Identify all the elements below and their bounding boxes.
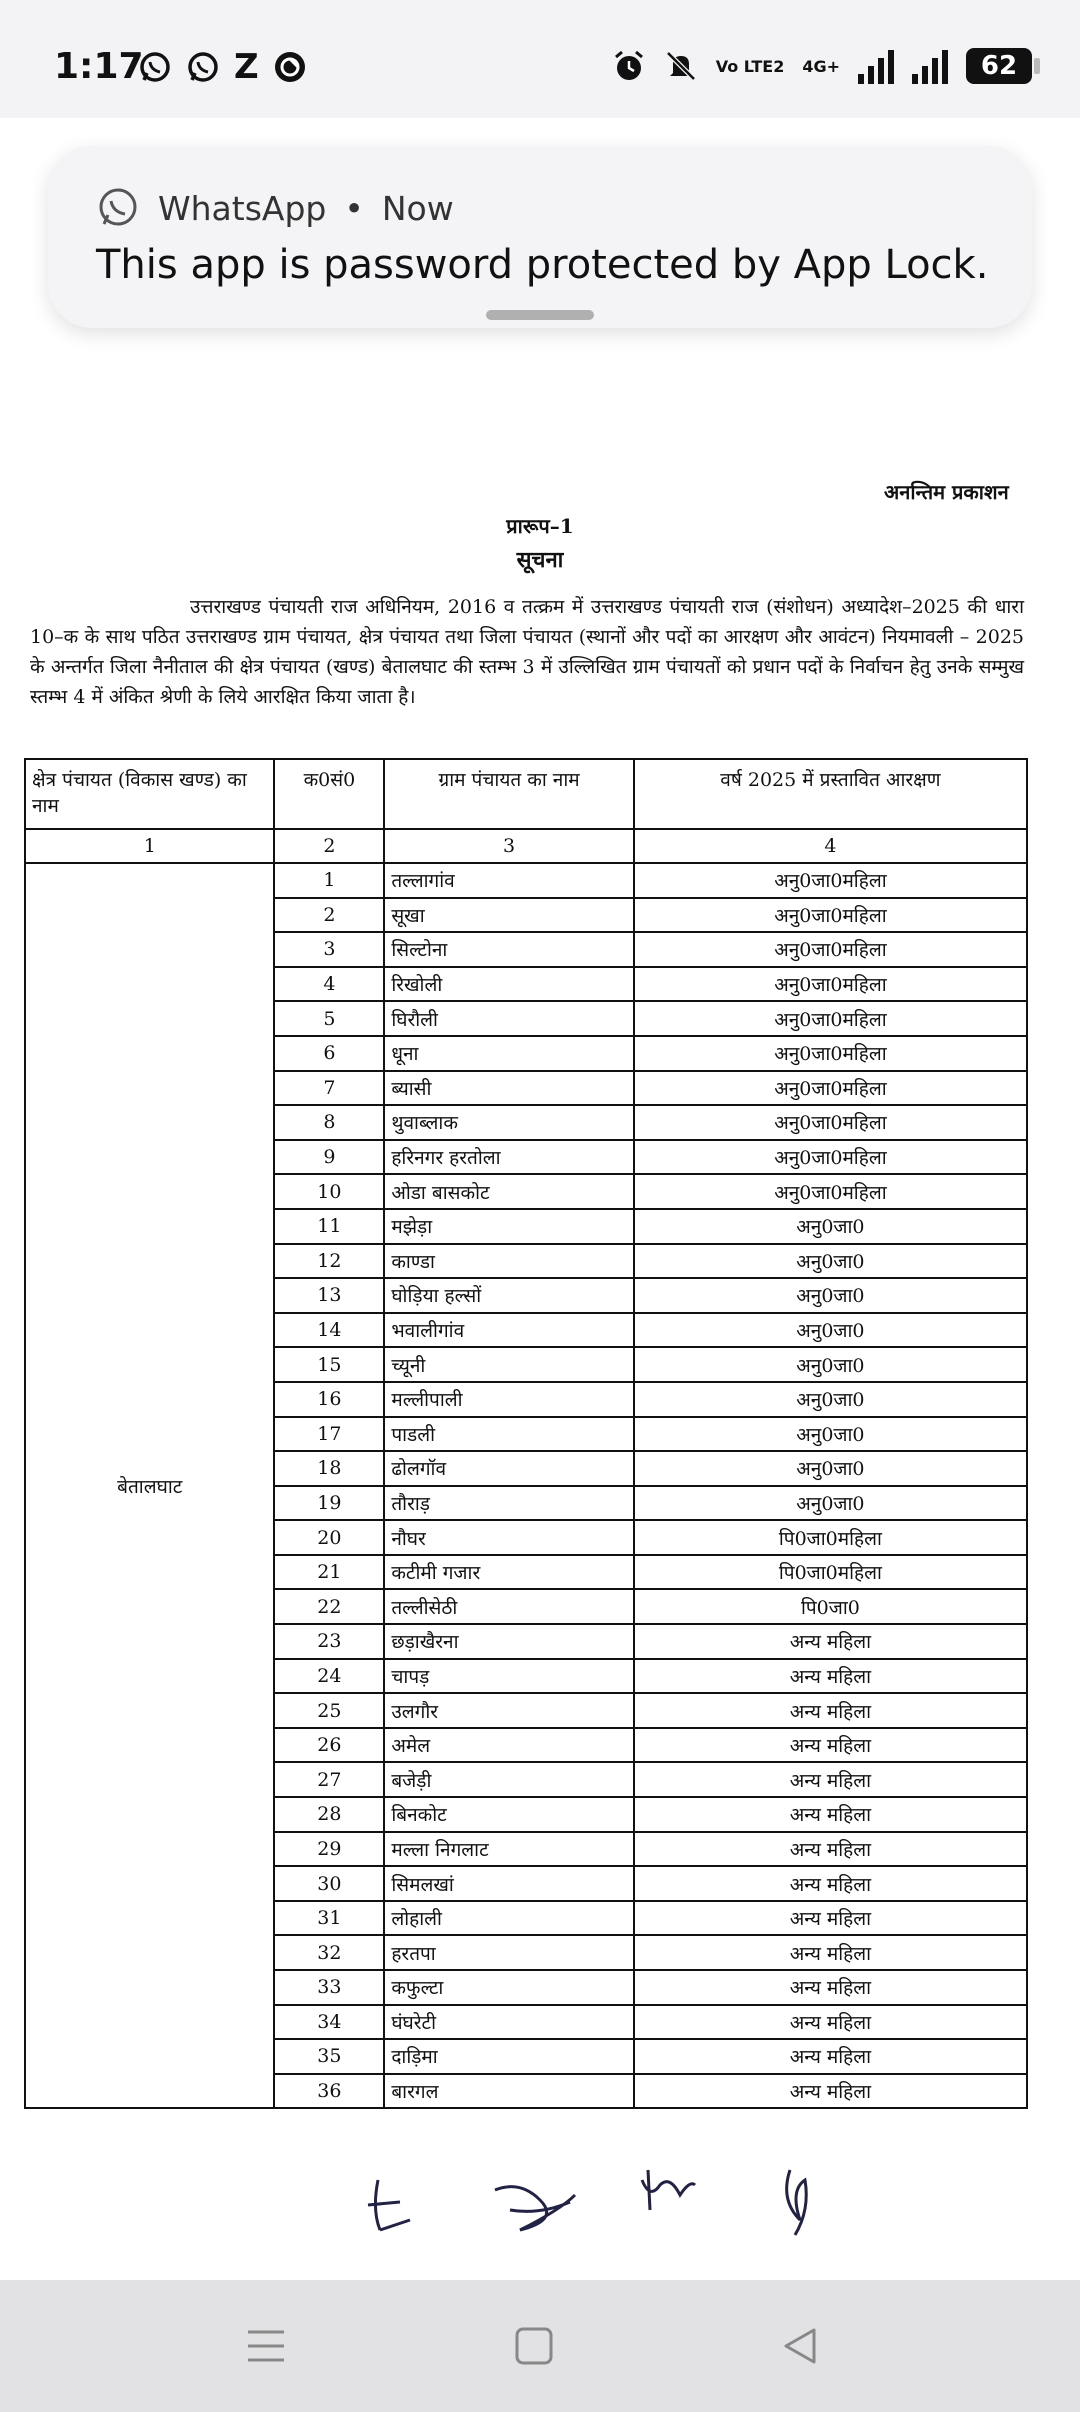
reservation-cell: पि0जा0 — [634, 1589, 1027, 1624]
alarm-icon — [612, 49, 646, 83]
village-name-cell: ढोलगॉव — [384, 1451, 633, 1486]
serial-number-cell: 33 — [274, 1970, 384, 2005]
serial-number-cell: 30 — [274, 1866, 384, 1901]
battery-tip — [1034, 58, 1040, 74]
volte-indicator: Vo LTE2 — [715, 56, 785, 76]
header-reservation: वर्ष 2025 में प्रस्तावित आरक्षण — [634, 759, 1027, 829]
village-name-cell: नौघर — [384, 1520, 633, 1555]
signal-bars-sim2 — [912, 48, 948, 84]
village-name-cell: चापड़ — [384, 1659, 633, 1694]
reservation-cell: अनु0जा0 — [634, 1347, 1027, 1382]
notification-icons — [138, 47, 307, 87]
serial-number-cell: 35 — [274, 2039, 384, 2074]
serial-number-cell: 34 — [274, 2005, 384, 2040]
serial-number-cell: 24 — [274, 1659, 384, 1694]
village-name-cell: सिमलखां — [384, 1866, 633, 1901]
column-number: 2 — [274, 829, 384, 863]
reservation-cell: अनु0जा0 — [634, 1382, 1027, 1417]
reservation-cell: अनु0जा0 — [634, 1244, 1027, 1279]
document-title: सूचना — [516, 547, 564, 573]
village-name-cell: तल्लागांव — [384, 863, 633, 898]
serial-number-cell: 28 — [274, 1797, 384, 1832]
reservation-cell: अन्य महिला — [634, 1935, 1027, 1970]
reservation-cell: अनु0जा0 — [634, 1278, 1027, 1313]
village-name-cell: मझेड़ा — [384, 1209, 633, 1244]
serial-number-cell: 18 — [274, 1451, 384, 1486]
reservation-cell: अनु0जा0महिला — [634, 1036, 1027, 1071]
serial-number-cell: 25 — [274, 1693, 384, 1728]
serial-number-cell: 6 — [274, 1036, 384, 1071]
whatsapp-notification[interactable] — [48, 146, 1032, 328]
back-icon[interactable] — [778, 2324, 822, 2368]
reservation-cell: अन्य महिला — [634, 1659, 1027, 1694]
serial-number-cell: 26 — [274, 1728, 384, 1763]
reservation-cell: अनु0जा0महिला — [634, 1140, 1027, 1175]
reservation-cell: अनु0जा0महिला — [634, 1071, 1027, 1106]
header-serial: क0सं0 — [274, 759, 384, 829]
village-name-cell: हरतपा — [384, 1935, 633, 1970]
village-name-cell: मल्ला निगलाट — [384, 1832, 633, 1867]
village-name-cell: मल्लीपाली — [384, 1382, 633, 1417]
serial-number-cell: 31 — [274, 1901, 384, 1936]
battery-level: 62 — [980, 51, 1018, 81]
document-page[interactable] — [0, 330, 1080, 2280]
village-name-cell: बजेड़ी — [384, 1762, 633, 1797]
notification-separator: • — [344, 188, 364, 228]
serial-number-cell: 14 — [274, 1313, 384, 1348]
village-name-cell: दाड़िमा — [384, 2039, 633, 2074]
reservation-cell: अन्य महिला — [634, 2005, 1027, 2040]
reservation-cell: अनु0जा0महिला — [634, 863, 1027, 898]
reservation-cell: अनु0जा0महिला — [634, 967, 1027, 1002]
serial-number-cell: 1 — [274, 863, 384, 898]
reservation-cell: अन्य महिला — [634, 1866, 1027, 1901]
serial-number-cell: 19 — [274, 1486, 384, 1521]
header-block: क्षेत्र पंचायत (विकास खण्ड) का नाम — [25, 759, 274, 829]
system-icons — [612, 48, 1032, 84]
village-name-cell: कटीमी गजार — [384, 1555, 633, 1590]
serial-number-cell: 4 — [274, 967, 384, 1002]
signatures — [0, 2140, 1080, 2240]
column-number-row — [25, 829, 1027, 863]
reservation-cell: अनु0जा0महिला — [634, 932, 1027, 967]
reservation-cell: अन्य महिला — [634, 1970, 1027, 2005]
whatsapp-icon — [96, 186, 140, 230]
header-village: ग्राम पंचायत का नाम — [384, 759, 633, 829]
table-row — [25, 863, 1027, 898]
mute-bell-icon — [664, 49, 698, 83]
serial-number-cell: 36 — [274, 2074, 384, 2109]
village-name-cell: भवालीगांव — [384, 1313, 633, 1348]
notification-header — [96, 186, 454, 230]
serial-number-cell: 12 — [274, 1244, 384, 1279]
village-name-cell: लोहाली — [384, 1901, 633, 1936]
whatsapp-icon — [186, 50, 220, 84]
village-name-cell: हरिनगर हरतोला — [384, 1140, 633, 1175]
column-number: 1 — [25, 829, 274, 863]
serial-number-cell: 11 — [274, 1209, 384, 1244]
village-name-cell: घिरौली — [384, 1001, 633, 1036]
village-name-cell: तल्लीसेठी — [384, 1589, 633, 1624]
serial-number-cell: 17 — [274, 1417, 384, 1452]
whatsapp-icon — [138, 50, 172, 84]
serial-number-cell: 5 — [274, 1001, 384, 1036]
village-name-cell: बिनकोट — [384, 1797, 633, 1832]
village-name-cell: तौराड़ — [384, 1486, 633, 1521]
notification-message: This app is password protected by App Lock. — [96, 242, 989, 288]
battery-indicator — [966, 48, 1032, 84]
serial-number-cell: 15 — [274, 1347, 384, 1382]
navigation-bar — [0, 2280, 1080, 2412]
village-name-cell: सिल्टोना — [384, 932, 633, 967]
reservation-cell: पि0जा0महिला — [634, 1520, 1027, 1555]
notification-app-name: WhatsApp — [158, 188, 327, 228]
village-name-cell: ओडा बासकोट — [384, 1174, 633, 1209]
column-number: 3 — [384, 829, 633, 863]
village-name-cell: च्यूनी — [384, 1347, 633, 1382]
reservation-table — [24, 758, 1028, 2109]
reservation-cell: अन्य महिला — [634, 2039, 1027, 2074]
village-name-cell: सूखा — [384, 898, 633, 933]
serial-number-cell: 3 — [274, 932, 384, 967]
serial-number-cell: 16 — [274, 1382, 384, 1417]
serial-number-cell: 13 — [274, 1278, 384, 1313]
document-paragraph: उत्तराखण्ड पंचायती राज अधिनियम, 2016 व तत्क्रम में उत्तराखण्ड पंचायती राज (संशोधन) अध्यादेश–2025 की धारा 10–क के साथ पठित उत्तराखण्ड ग्राम पंचायत, क्षेत्र पंचायत तथा जिला पंचायत (स्थानों और पदों का आरक्षण और आवंटन) नियमावली – 2025 के अन्तर्गत जिला नैनीताल की क्षेत्र पंचायत (खण्ड) बेतालघाट की स्तम्भ 3 में उल्लिखित ग्राम पंचायतों को प्रधान पदों के निर्वाचन हेतु उनके सम्मुख स्तम्भ 4 में अंकित श्रेणी के लिये आरक्षित किया जाता है। — [30, 596, 1024, 708]
document-status: अनन्तिम प्रकाशन — [884, 480, 1009, 504]
village-name-cell: घंघरेटी — [384, 2005, 633, 2040]
recents-icon[interactable] — [244, 2324, 288, 2368]
reservation-cell: अनु0जा0महिला — [634, 1174, 1027, 1209]
reservation-cell: अनु0जा0महिला — [634, 1105, 1027, 1140]
village-name-cell: बारगल — [384, 2074, 633, 2109]
home-icon[interactable] — [512, 2324, 556, 2368]
network-type: 4G+ — [802, 56, 840, 76]
notification-time: Now — [381, 188, 454, 228]
notification-drag-handle[interactable] — [486, 310, 594, 320]
village-name-cell: पाडली — [384, 1417, 633, 1452]
reservation-cell: अनु0जा0 — [634, 1209, 1027, 1244]
vpn-icon — [273, 50, 307, 84]
serial-number-cell: 32 — [274, 1935, 384, 1970]
column-number: 4 — [634, 829, 1027, 863]
serial-number-cell: 7 — [274, 1071, 384, 1106]
status-bar — [0, 0, 1080, 118]
reservation-cell: अन्य महिला — [634, 1728, 1027, 1763]
village-name-cell: रिखोली — [384, 967, 633, 1002]
reservation-cell: अन्य महिला — [634, 1693, 1027, 1728]
table-header-row — [25, 759, 1027, 829]
serial-number-cell: 23 — [274, 1624, 384, 1659]
village-name-cell: धूना — [384, 1036, 633, 1071]
status-time: 1:17 — [54, 46, 144, 87]
village-name-cell: छड़ाखैरना — [384, 1624, 633, 1659]
serial-number-cell: 8 — [274, 1105, 384, 1140]
village-name-cell: काण्डा — [384, 1244, 633, 1279]
serial-number-cell: 10 — [274, 1174, 384, 1209]
reservation-cell: अन्य महिला — [634, 1624, 1027, 1659]
village-name-cell: ब्यासी — [384, 1071, 633, 1106]
reservation-cell: अन्य महिला — [634, 1762, 1027, 1797]
serial-number-cell: 22 — [274, 1589, 384, 1624]
serial-number-cell: 9 — [274, 1140, 384, 1175]
village-name-cell: थुवाब्लाक — [384, 1105, 633, 1140]
reservation-cell: अनु0जा0 — [634, 1486, 1027, 1521]
signal-bars-sim1 — [858, 48, 894, 84]
serial-number-cell: 20 — [274, 1520, 384, 1555]
reservation-cell: अनु0जा0महिला — [634, 898, 1027, 933]
reservation-cell: पि0जा0महिला — [634, 1555, 1027, 1590]
reservation-cell: अन्य महिला — [634, 2074, 1027, 2109]
z-icon: Z — [234, 47, 259, 87]
reservation-cell: अन्य महिला — [634, 1901, 1027, 1936]
village-name-cell: घोड़िया हल्सों — [384, 1278, 633, 1313]
serial-number-cell: 21 — [274, 1555, 384, 1590]
reservation-cell: अनु0जा0 — [634, 1417, 1027, 1452]
reservation-cell: अनु0जा0महिला — [634, 1001, 1027, 1036]
serial-number-cell: 2 — [274, 898, 384, 933]
village-name-cell: उलगौर — [384, 1693, 633, 1728]
reservation-cell: अनु0जा0 — [634, 1313, 1027, 1348]
serial-number-cell: 29 — [274, 1832, 384, 1867]
document-form-number: प्रारूप–1 — [506, 514, 574, 538]
village-name-cell: कफुल्टा — [384, 1970, 633, 2005]
reservation-cell: अनु0जा0 — [634, 1451, 1027, 1486]
reservation-cell: अन्य महिला — [634, 1797, 1027, 1832]
reservation-cell: अन्य महिला — [634, 1832, 1027, 1867]
block-name-cell: बेतालघाट — [25, 863, 274, 2108]
village-name-cell: अमेल — [384, 1728, 633, 1763]
serial-number-cell: 27 — [274, 1762, 384, 1797]
